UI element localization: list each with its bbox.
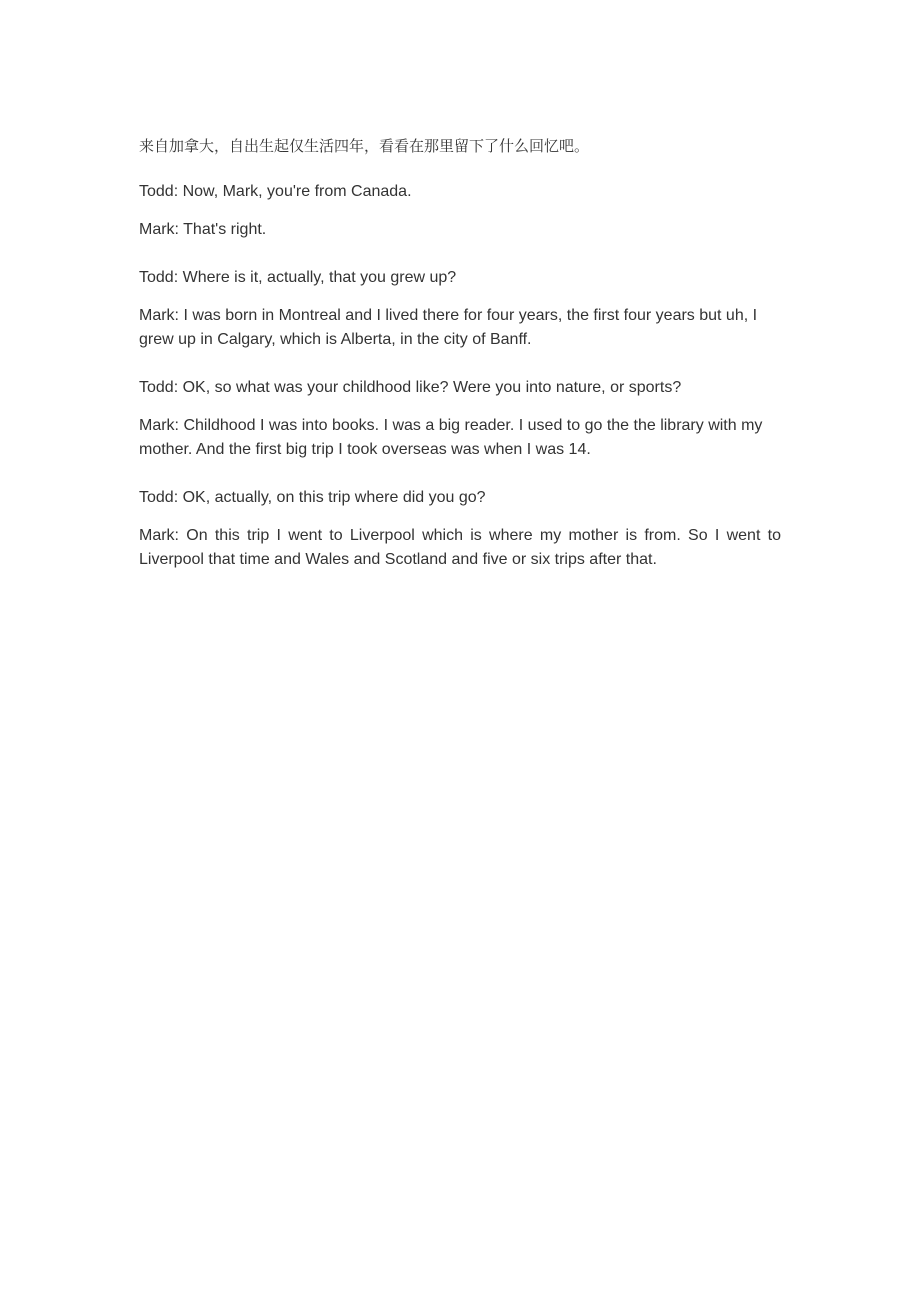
dialogue-line-mark-1: Mark: That's right. — [139, 221, 267, 238]
dialogue-line-mark-4: Mark: On this trip I went to Liverpool which is where my mother is from. So I went to Liverpool that time and Wales and Scotland and five or six trips after that. — [139, 527, 781, 568]
dialogue-line-todd-3: Todd: OK, so what was your childhood like? Were you into nature, or sports? — [139, 379, 682, 396]
dialogue-line-todd-2: Todd: Where is it, actually, that you grew up? — [139, 269, 457, 286]
dialogue-line-todd-1: Todd: Now, Mark, you're from Canada. — [139, 183, 412, 200]
dialogue-line-todd-4: Todd: OK, actually, on this trip where did you go? — [139, 489, 486, 506]
dialogue-line-mark-2: Mark: I was born in Montreal and I lived there for four years, the first four years but uh, I grew up in Calgary, which is Alberta, in the city of Banff. — [139, 307, 758, 348]
intro-paragraph: 来自加拿大，自出生起仅生活四年，看看在那里留下了什么回忆吧。 — [139, 137, 590, 155]
document-body — [139, 134, 781, 572]
dialogue-line-mark-3: Mark: Childhood I was into books. I was a big reader. I used to go the the library with my mother. And the first big trip I took overseas was when I was 14. — [139, 417, 763, 458]
